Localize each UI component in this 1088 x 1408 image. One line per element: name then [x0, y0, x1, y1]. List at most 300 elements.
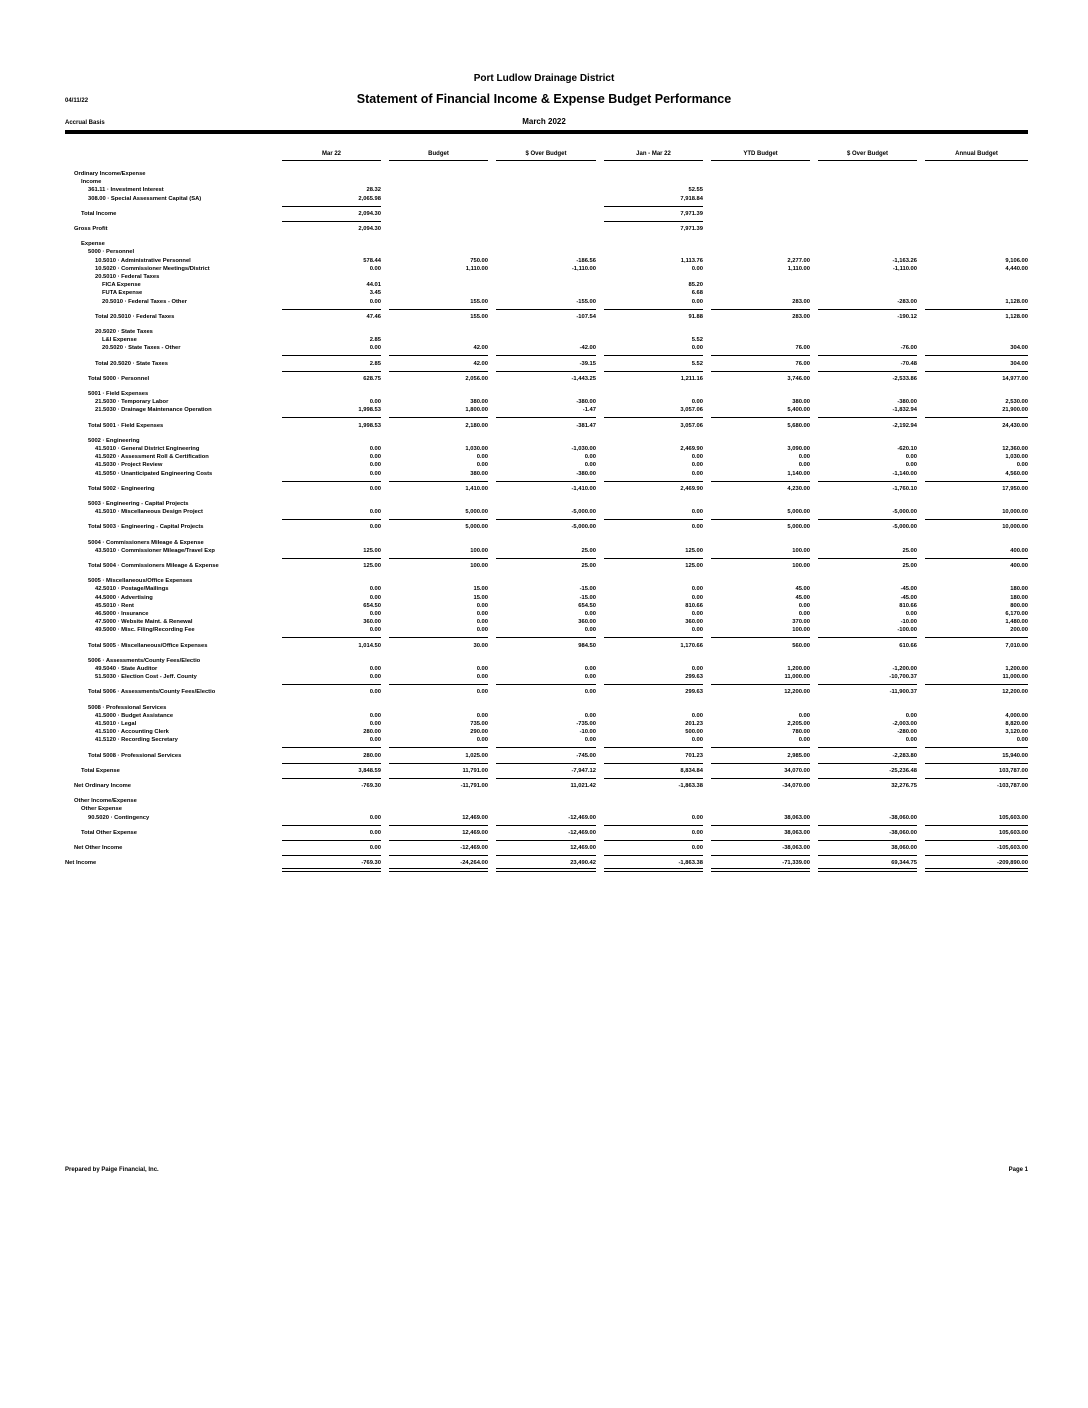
- row-value: -380.00: [576, 470, 596, 477]
- subtotal-rule: [282, 355, 381, 356]
- subtotal-rule: [282, 637, 381, 638]
- subtotal-rule: [711, 778, 810, 779]
- row-value: 0.00: [369, 689, 381, 696]
- row-value: 1,014.50: [358, 642, 381, 649]
- row-value: 5,000.00: [465, 509, 488, 516]
- row-value: 0.00: [691, 737, 703, 744]
- row-label: 41.5050 · Unanticipated Engineering Costs: [95, 470, 213, 477]
- row-label: Total Expense: [81, 767, 120, 774]
- row-value: -5,000.00: [571, 509, 596, 516]
- row-value: 0.00: [691, 399, 703, 406]
- row-label: Total Other Expense: [81, 829, 137, 836]
- row-value: 11,021.42: [570, 783, 596, 789]
- table-row: [0, 375, 1088, 383]
- subtotal-rule: [711, 825, 810, 826]
- row-value: -1,863.38: [678, 783, 703, 789]
- row-value: 0.00: [584, 689, 596, 696]
- row-value: 5,400.00: [787, 407, 810, 414]
- table-row: [0, 767, 1088, 775]
- row-value: -1,110.00: [892, 265, 917, 272]
- row-value: 10,000.00: [1002, 509, 1028, 516]
- subtotal-rule: [925, 558, 1028, 559]
- subtotal-rule: [711, 558, 810, 559]
- column-header: $ Over Budget: [818, 151, 917, 161]
- row-label: 5001 · Field Expenses: [88, 391, 149, 397]
- row-value: 299.63: [685, 674, 703, 681]
- row-label: Total 5002 · Engineering: [88, 485, 155, 492]
- subtotal-rule: [604, 825, 703, 826]
- row-value: 5,000.00: [465, 524, 488, 531]
- row-value: 7,971.39: [680, 210, 703, 217]
- column-header: Annual Budget: [925, 151, 1028, 161]
- row-label: 5003 · Engineering - Capital Projects: [88, 501, 189, 507]
- row-value: -1,410.00: [571, 485, 596, 492]
- row-label: 41.5010 · Miscellaneous Design Project: [95, 509, 203, 516]
- row-value: 76.00: [795, 345, 810, 352]
- subtotal-rule: [818, 778, 917, 779]
- row-value: 7,010.00: [1005, 642, 1028, 649]
- table-row: [0, 437, 1088, 445]
- row-value: -2,533.86: [892, 375, 917, 382]
- row-value: -45.00: [900, 594, 917, 601]
- subtotal-rule: [282, 840, 381, 841]
- row-label: 41.5030 · Project Review: [95, 462, 163, 469]
- row-label: 5000 · Personnel: [88, 249, 135, 256]
- table-row: [0, 712, 1088, 720]
- row-value: -155.00: [576, 298, 596, 305]
- row-value: 0.00: [369, 814, 381, 821]
- row-value: 701.23: [685, 752, 703, 759]
- grand-total-rule: [604, 868, 703, 872]
- subtotal-rule: [818, 558, 917, 559]
- subtotal-rule: [818, 855, 917, 856]
- row-value: 400.00: [1010, 563, 1028, 569]
- row-value: 0.00: [691, 470, 703, 477]
- subtotal-rule: [496, 519, 596, 520]
- row-value: 735.00: [470, 721, 488, 727]
- subtotal-rule: [282, 747, 381, 748]
- row-value: 2,180.00: [465, 422, 488, 429]
- row-value: 2,985.00: [787, 752, 810, 759]
- subtotal-rule: [282, 778, 381, 779]
- subtotal-rule: [711, 840, 810, 841]
- grand-total-rule: [496, 868, 596, 872]
- row-value: 0.00: [905, 462, 917, 469]
- row-value: 0.00: [584, 666, 596, 672]
- table-row: [0, 273, 1088, 281]
- row-value: -5,000.00: [892, 524, 917, 531]
- row-value: 3,746.00: [787, 375, 810, 382]
- row-value: -381.47: [576, 422, 596, 429]
- subtotal-rule: [818, 637, 917, 638]
- row-value: 0.00: [584, 611, 596, 617]
- subtotal-rule: [925, 840, 1028, 841]
- subtotal-rule: [496, 558, 596, 559]
- row-value: 6,170.00: [1005, 611, 1028, 617]
- table-row: [0, 178, 1088, 186]
- row-value: -15.00: [579, 586, 596, 593]
- row-value: 0.00: [691, 298, 703, 305]
- row-value: 5.52: [691, 360, 703, 367]
- row-value: 280.00: [363, 729, 381, 736]
- subtotal-rule: [282, 825, 381, 826]
- subtotal-rule: [496, 840, 596, 841]
- subtotal-rule: [282, 309, 381, 310]
- row-value: 2,094.30: [358, 210, 381, 217]
- row-value: 610.66: [899, 642, 917, 649]
- table-row: [0, 390, 1088, 398]
- table-row: [0, 562, 1088, 570]
- row-value: 1,128.00: [1005, 313, 1028, 320]
- subtotal-rule: [496, 778, 596, 779]
- subtotal-rule: [282, 417, 381, 418]
- subtotal-rule: [604, 371, 703, 372]
- row-label: Income: [81, 179, 102, 186]
- subtotal-rule: [604, 519, 703, 520]
- row-value: 125.00: [363, 563, 381, 569]
- row-label: 5005 · Miscellaneous/Office Expenses: [88, 578, 193, 585]
- subtotal-rule: [604, 417, 703, 418]
- row-value: 560.00: [792, 642, 810, 649]
- row-value: 283.00: [792, 313, 810, 320]
- row-value: 23,490.42: [570, 860, 596, 867]
- subtotal-rule: [604, 206, 703, 207]
- table-row: [0, 720, 1088, 728]
- row-value: 25.00: [581, 563, 596, 569]
- row-value: 17,950.00: [1002, 485, 1028, 492]
- row-value: -2,003.00: [892, 721, 917, 727]
- row-label: Total Income: [81, 210, 117, 217]
- subtotal-rule: [604, 840, 703, 841]
- subtotal-rule: [925, 763, 1028, 764]
- table-row: [0, 257, 1088, 265]
- row-value: -24,264.00: [460, 860, 488, 867]
- subtotal-rule: [818, 825, 917, 826]
- row-label: 5004 · Commissioners Mileage & Expense: [88, 539, 204, 546]
- row-value: 0.00: [905, 737, 917, 744]
- row-value: -1,030.00: [571, 446, 596, 452]
- subtotal-rule: [282, 558, 381, 559]
- subtotal-rule: [389, 763, 488, 764]
- row-value: 1,128.00: [1005, 298, 1028, 305]
- row-value: 0.00: [476, 674, 488, 681]
- row-value: 12,469.00: [462, 814, 488, 821]
- subtotal-rule: [818, 763, 917, 764]
- row-value: 0.00: [905, 454, 917, 461]
- table-row: [0, 422, 1088, 430]
- subtotal-rule: [711, 355, 810, 356]
- subtotal-rule: [604, 309, 703, 310]
- row-value: 0.00: [905, 712, 917, 719]
- subtotal-rule: [818, 684, 917, 685]
- subtotal-rule: [389, 778, 488, 779]
- table-row: [0, 673, 1088, 681]
- row-value: 1,113.76: [680, 257, 703, 264]
- table-row: [0, 736, 1088, 744]
- row-value: 125.00: [685, 563, 703, 569]
- subtotal-rule: [496, 763, 596, 764]
- row-value: 4,560.00: [1005, 470, 1028, 477]
- row-value: 0.00: [369, 845, 381, 851]
- row-value: 0.00: [369, 298, 381, 305]
- table-row: [0, 844, 1088, 852]
- row-value: 0.00: [369, 470, 381, 477]
- subtotal-rule: [818, 309, 917, 310]
- row-value: 370.00: [792, 619, 810, 626]
- row-label: Ordinary Income/Expense: [74, 171, 146, 177]
- row-value: 0.00: [476, 666, 488, 672]
- row-label: 5008 · Professional Services: [88, 704, 167, 711]
- row-value: 69,344.75: [891, 860, 917, 867]
- row-value: 2,065.98: [358, 195, 381, 202]
- table-row: [0, 610, 1088, 618]
- row-value: 283.00: [792, 298, 810, 305]
- row-label: 51.5030 · Election Cost - Jeff. County: [95, 674, 197, 681]
- subtotal-rule: [389, 747, 488, 748]
- row-value: 299.63: [685, 689, 703, 696]
- row-value: 3.45: [369, 290, 381, 297]
- table-row: [0, 602, 1088, 610]
- subtotal-rule: [604, 355, 703, 356]
- row-value: 14,977.00: [1002, 375, 1028, 382]
- row-value: 1,110.00: [787, 265, 810, 272]
- row-label: 41.5020 · Assessment Roll & Certification: [95, 454, 209, 461]
- row-value: 0.00: [691, 454, 703, 461]
- row-value: 5.52: [691, 337, 703, 344]
- row-label: 49.5040 · State Auditor: [95, 666, 158, 672]
- subtotal-rule: [711, 481, 810, 482]
- table-row: [0, 398, 1088, 406]
- row-value: 91.88: [688, 313, 703, 320]
- row-value: 380.00: [792, 399, 810, 406]
- row-value: 0.00: [691, 845, 703, 851]
- row-value: -12,469.00: [568, 829, 596, 836]
- row-value: 0.00: [798, 737, 810, 744]
- table-row: [0, 665, 1088, 673]
- row-value: 25.00: [902, 547, 917, 554]
- row-value: 5,000.00: [787, 524, 810, 531]
- subtotal-rule: [818, 355, 917, 356]
- row-label: Net Ordinary Income: [74, 783, 132, 789]
- subtotal-rule: [711, 855, 810, 856]
- row-value: 12,200.00: [784, 689, 810, 696]
- row-value: 103,787.00: [998, 767, 1028, 774]
- subtotal-rule: [711, 684, 810, 685]
- row-value: -745.00: [576, 752, 596, 759]
- row-label: Total 5008 · Professional Services: [88, 752, 182, 759]
- row-value: 360.00: [578, 619, 596, 626]
- row-value: -38,063.00: [782, 845, 810, 851]
- row-value: 1,170.66: [680, 642, 703, 649]
- row-label: Net Other Income: [74, 845, 123, 851]
- row-value: 2,469.90: [680, 485, 703, 492]
- row-value: 0.00: [369, 446, 381, 452]
- subtotal-rule: [496, 747, 596, 748]
- row-value: 2.85: [369, 360, 381, 367]
- subtotal-rule: [282, 519, 381, 520]
- prepared-by: Prepared by Paige Financial, Inc.: [65, 1167, 159, 1173]
- row-value: 3,848.59: [358, 767, 381, 774]
- table-row: [0, 728, 1088, 736]
- subtotal-rule: [925, 637, 1028, 638]
- subtotal-rule: [389, 481, 488, 482]
- row-value: -5,000.00: [892, 509, 917, 516]
- subtotal-rule: [389, 309, 488, 310]
- subtotal-rule: [711, 371, 810, 372]
- row-label: Total 5000 · Personnel: [88, 375, 150, 382]
- row-value: 0.00: [584, 737, 596, 744]
- row-value: -1,760.10: [892, 485, 917, 492]
- table-row: [0, 195, 1088, 203]
- row-value: 304.00: [1010, 360, 1028, 367]
- row-value: -12,469.00: [568, 814, 596, 821]
- row-value: 125.00: [363, 547, 381, 554]
- row-label: Total 5001 · Field Expenses: [88, 422, 164, 429]
- table-row: [0, 445, 1088, 453]
- table-row: [0, 170, 1088, 178]
- row-label: 41.5120 · Recording Secretary: [95, 737, 178, 744]
- row-value: 380.00: [470, 399, 488, 406]
- accounting-basis: Accrual Basis: [65, 120, 105, 126]
- subtotal-rule: [818, 371, 917, 372]
- row-value: 0.00: [476, 712, 488, 719]
- row-value: -105,603.00: [997, 845, 1028, 851]
- row-value: 0.00: [584, 462, 596, 469]
- row-value: -11,900.37: [889, 689, 917, 696]
- row-label: 47.5000 · Website Maint. & Renewal: [95, 619, 193, 626]
- row-value: 6.68: [691, 290, 703, 297]
- row-value: -620.10: [897, 446, 917, 452]
- column-header: $ Over Budget: [496, 151, 596, 161]
- row-value: -209,890.00: [997, 860, 1028, 867]
- row-label: 42.5010 · Postage/Mailings: [95, 586, 169, 593]
- subtotal-rule: [925, 747, 1028, 748]
- row-value: 0.00: [798, 712, 810, 719]
- row-label: 43.5010 · Commissioner Mileage/Travel Exp: [95, 547, 215, 554]
- subtotal-rule: [604, 637, 703, 638]
- row-value: 0.00: [691, 814, 703, 821]
- subtotal-rule: [818, 519, 917, 520]
- subtotal-rule: [925, 309, 1028, 310]
- subtotal-rule: [389, 825, 488, 826]
- row-value: 11,000.00: [1002, 674, 1028, 681]
- subtotal-rule: [282, 763, 381, 764]
- table-row: [0, 470, 1088, 478]
- row-label: 361.11 · Investment Interest: [88, 187, 164, 194]
- report-date: 04/11/22: [65, 98, 89, 104]
- row-value: 0.00: [369, 666, 381, 672]
- table-row: [0, 328, 1088, 336]
- row-value: 0.00: [369, 586, 381, 593]
- row-value: 1,200.00: [1005, 666, 1028, 672]
- row-value: 0.00: [476, 627, 488, 634]
- row-value: -769.30: [361, 783, 381, 789]
- row-value: 0.00: [691, 509, 703, 516]
- row-value: 11,000.00: [784, 674, 810, 681]
- row-value: 0.00: [798, 462, 810, 469]
- subtotal-rule: [925, 371, 1028, 372]
- row-value: 2,056.00: [465, 375, 488, 382]
- table-row: [0, 453, 1088, 461]
- row-value: 0.00: [691, 265, 703, 272]
- row-value: 0.00: [691, 712, 703, 719]
- row-value: 290.00: [470, 729, 488, 736]
- grand-total-rule: [925, 868, 1028, 872]
- row-value: 1,110.00: [465, 265, 488, 272]
- table-row: [0, 500, 1088, 508]
- column-header: Jan - Mar 22: [604, 151, 703, 161]
- row-value: -34,070.00: [782, 783, 810, 789]
- row-value: 0.00: [476, 462, 488, 469]
- row-value: 654.50: [578, 602, 596, 609]
- row-value: 0.00: [691, 611, 703, 617]
- row-value: 0.00: [369, 524, 381, 531]
- row-label: Total 5005 · Miscellaneous/Office Expenses: [88, 642, 208, 649]
- row-label: FUTA Expense: [102, 290, 143, 297]
- row-value: 800.00: [1010, 602, 1028, 609]
- row-value: 1,998.53: [358, 407, 381, 414]
- subtotal-rule: [925, 684, 1028, 685]
- subtotal-rule: [282, 221, 381, 222]
- subtotal-rule: [604, 481, 703, 482]
- row-value: 25.00: [581, 547, 596, 554]
- column-header: Mar 22: [282, 151, 381, 161]
- row-value: -103,787.00: [997, 783, 1028, 789]
- row-value: 5,000.00: [787, 509, 810, 516]
- row-value: 2,530.00: [1005, 399, 1028, 406]
- row-value: 24,430.00: [1002, 422, 1028, 429]
- row-value: 15,940.00: [1002, 752, 1028, 759]
- row-value: 8,834.84: [680, 767, 703, 774]
- row-value: 155.00: [470, 298, 488, 305]
- row-value: 12,469.00: [570, 845, 596, 851]
- row-value: 0.00: [584, 627, 596, 634]
- row-value: 100.00: [792, 627, 810, 634]
- row-value: 0.00: [1016, 462, 1028, 469]
- table-row: [0, 406, 1088, 414]
- subtotal-rule: [496, 637, 596, 638]
- row-value: -283.00: [897, 298, 917, 305]
- column-header: YTD Budget: [711, 151, 810, 161]
- row-value: 44.01: [366, 282, 381, 289]
- row-value: 1,800.00: [465, 407, 488, 414]
- row-label: Total 5004 · Commissioners Mileage & Expense: [88, 563, 219, 569]
- grand-total-rule: [711, 868, 810, 872]
- row-label: Expense: [81, 241, 105, 248]
- subtotal-rule: [496, 481, 596, 482]
- row-label: 46.5000 · Insurance: [95, 611, 149, 617]
- row-value: 3,057.06: [680, 422, 703, 429]
- subtotal-rule: [604, 747, 703, 748]
- row-value: 180.00: [1010, 586, 1028, 593]
- row-value: 15.00: [473, 586, 488, 593]
- table-row: [0, 289, 1088, 297]
- row-value: 76.00: [795, 360, 810, 367]
- row-value: 360.00: [363, 619, 381, 626]
- row-value: -380.00: [576, 399, 596, 406]
- row-value: -70.48: [900, 360, 917, 367]
- subtotal-rule: [818, 747, 917, 748]
- subtotal-rule: [389, 637, 488, 638]
- table-row: [0, 240, 1088, 248]
- row-value: 0.00: [584, 712, 596, 719]
- table-row: [0, 336, 1088, 344]
- row-value: -380.00: [897, 399, 917, 406]
- subtotal-rule: [496, 309, 596, 310]
- row-value: 984.50: [578, 642, 596, 649]
- subtotal-rule: [496, 684, 596, 685]
- row-value: 0.00: [476, 454, 488, 461]
